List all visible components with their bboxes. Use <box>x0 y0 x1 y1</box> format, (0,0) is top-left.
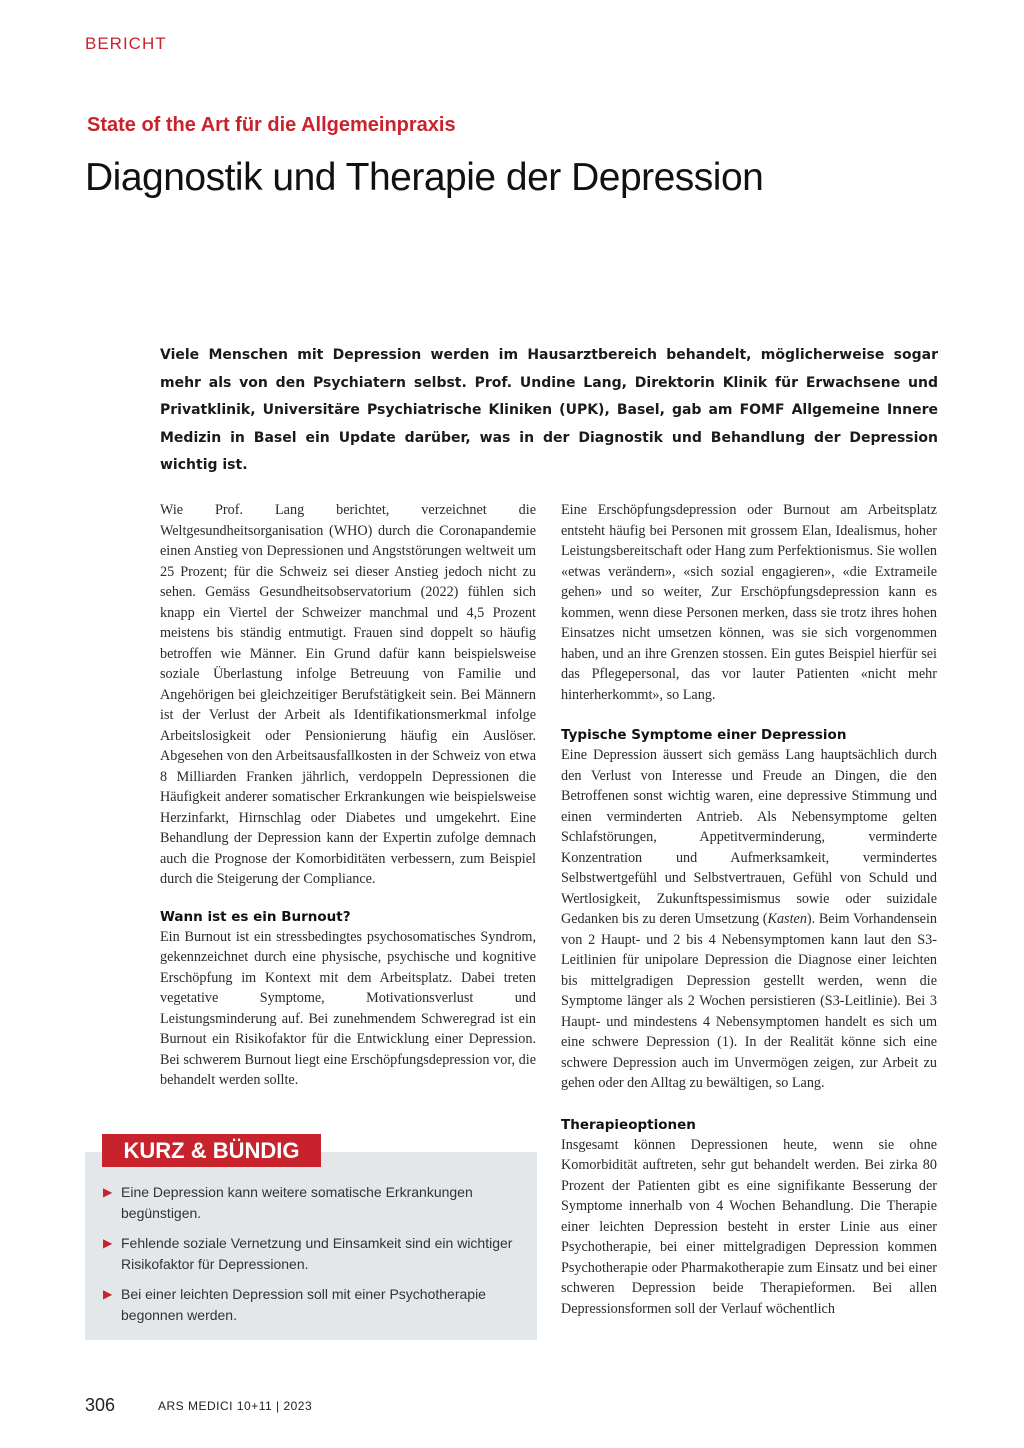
summary-box <box>85 1152 537 1340</box>
summary-item <box>103 1182 521 1224</box>
summary-item-text: Fehlende soziale Vernetzung und Einsamkeit sind ein wichtiger Risikofaktor für Depressionen. <box>121 1235 513 1272</box>
box-reference: Kasten <box>767 911 807 927</box>
body-column-left <box>160 500 536 1091</box>
triangle-right-icon: ▶ <box>103 1236 113 1250</box>
article-lead: Viele Menschen mit Depression werden im Hausarztbereich behandelt, möglicherweise sogar mehr als von den Psychiatern selbst. Prof. Undine Lang, Direktorin Klinik für Erwachsene und Privatklinik, Universitäre Psychiatrische Kliniken (UPK), Basel, gab am FOMF Allgemeine Innere Medizin in Basel ein Update darüber, was in der Diagnostik und Behandlung der Depression wichtig ist. <box>160 347 938 473</box>
body-text: Eine Depression äussert sich gemäss Lang hauptsächlich durch den Verlust von Interesse und Freude an Dingen, die den Betroffenen sonst wichtig waren, eine depressive Stimmung und einen verminderten Antrieb. Als Nebensymptome gelten Schlafstörungen, Appetitverminderung, verminderte Konzentration und Aufmerksamkeit, vermindertes Selbstwertgefühl und Selbstvertrauen, Gefühl von Schuld und Wertlosigkeit, Zukunftspessimismus sowie oder suizidale Gedanken bis zu deren Umsetzung ( <box>561 747 937 927</box>
journal-name: ARS MEDICI 10+11 | 2023 <box>158 1399 313 1413</box>
summary-item <box>103 1233 521 1275</box>
body-paragraph: Eine Erschöpfungsdepression oder Burnout am Arbeitsplatz entsteht häufig bei Personen mit grossem Elan, Idealismus, hoher Leistungsbereitschaft oder Hang zum Perfektionismus. Sie wollen «etwas verändern», «sich sozial engagieren», «die Extrameile gehen» und so weiter, Zur Erschöpfungsdepression kann es kommen, wenn diese Personen merken, dass sie trotz ihres hohen Einsatzes nicht umsetzen können, was sie sich vorgenommen haben, und an ihre Grenzen stossen. Ein gutes Beispiel hierfür sei das Pflegepersonal, das vor lauter Patienten «nicht mehr hinterherkommt», so Lang. <box>561 502 937 703</box>
body-column-right <box>561 500 937 1319</box>
section-label: BERICHT <box>85 34 167 53</box>
subheading-symptoms: Typische Symptome einer Depression <box>561 727 847 743</box>
subheading-therapy: Therapieoptionen <box>561 1116 696 1133</box>
summary-box-title: KURZ & BÜNDIG <box>102 1134 321 1167</box>
body-paragraph: Insgesamt können Depressionen heute, wenn sie ohne Komorbidität auftreten, sehr gut behandelt werden. Bei zirka 80 Prozent der Patienten gibt es eine signifikante Besserung der Symptome innerhalb von 4 Wochen Behandlung. Die Therapie einer leichten Depression besteht in erster Linie aus einer Psychotherapie, bei einer mittelgradigen Depression kommen Psychotherapie oder Pharmakotherapie zum Einsatz und bei einer schweren Depression beide Therapieformen. Bei allen Depressionsformen soll der Verlauf wöchentlich <box>561 1136 937 1317</box>
subheading-burnout: Wann ist es ein Burnout? <box>160 908 351 925</box>
summary-item-text: Bei einer leichten Depression soll mit einer Psychotherapie begonnen werden. <box>121 1286 486 1323</box>
summary-item <box>103 1284 521 1326</box>
article-headline: Diagnostik und Therapie der Depression <box>85 156 764 199</box>
article-kicker: State of the Art für die Allgemeinpraxis <box>87 114 456 136</box>
body-paragraph <box>561 745 937 1094</box>
body-text: ). Beim Vorhandensein von 2 Haupt- und 2 bis 4 Nebensymptomen kann laut den S3-Leitlinien für unipolare Depression die Diagnose einer leichten bis mittelgradigen Depression gestellt werden, wenn die Symptome länger als 2 Wochen persistieren (S3-Leitlinie). Bei 3 Haupt- und mindestens 4 Nebensymptomen handelt es sich um eine schwere Depression (1). In der Realität könne sich eine schwere Depression auch im Unvermögen zeigen, zur Arbeit zu gehen oder den Alltag zu bewältigen, so Lang. <box>561 911 938 1091</box>
summary-list <box>103 1182 521 1335</box>
triangle-right-icon: ▶ <box>103 1185 113 1199</box>
body-paragraph: Wie Prof. Lang berichtet, verzeichnet die Weltgesundheitsorganisation (WHO) durch die Coronapandemie einen Anstieg von Depressionen und Angststörungen weltweit um 25 Prozent; für die Schweiz sei dieser Anstieg jedoch nicht zu sehen. Gemäss Gesundheitsobservatorium (2022) fühlen sich knapp ein Viertel der Schweizer manchmal und 4,5 Prozent meistens bis ständig entmutigt. Frauen sind doppelt so häufig betroffen wie Männer. Ein Grund dafür kann beispielsweise soziale Überlastung infolge Betreuung von Familie und Angehörigen bei gleichzeitiger Berufstätigkeit sein. Bei Männern ist der Verlust der Arbeit als Identifikationsmerkmal infolge Arbeitslosigkeit oder Pensionierung häufig ein Auslöser. Abgesehen von den Arbeitsausfallkosten in der Schweiz von etwa 8 Milliarden Franken jährlich, verdoppeln Depressionen die Häufigkeit anderer somatischer Erkrankungen wie beispielsweise Herzinfarkt, Hirnschlag oder Diabetes und umgekehrt. Eine Behandlung der Depression kann der Expertin zufolge demnach auch die Prognose der Komorbiditäten verbessern, zum Beispiel durch die Steigerung der Compliance. <box>160 502 536 887</box>
triangle-right-icon: ▶ <box>103 1287 113 1301</box>
summary-item-text: Eine Depression kann weitere somatische Erkrankungen begünstigen. <box>121 1184 473 1221</box>
body-paragraph: Ein Burnout ist ein stressbedingtes psychosomatisches Syndrom, gekennzeichnet durch eine physische, psychische und kognitive Erschöpfung im Kontext mit dem Arbeitsplatz. Dabei treten vegetative Symptome, Motivationsverlust und Leistungsminderung auf. Bei zunehmendem Schweregrad ist ein Burnout ein Risikofaktor für die Entwicklung einer Depression. Bei schwerem Burnout liegt eine Erschöpfungsdepression vor, die behandelt werden sollte. <box>160 928 536 1088</box>
page-number: 306 <box>85 1395 116 1415</box>
